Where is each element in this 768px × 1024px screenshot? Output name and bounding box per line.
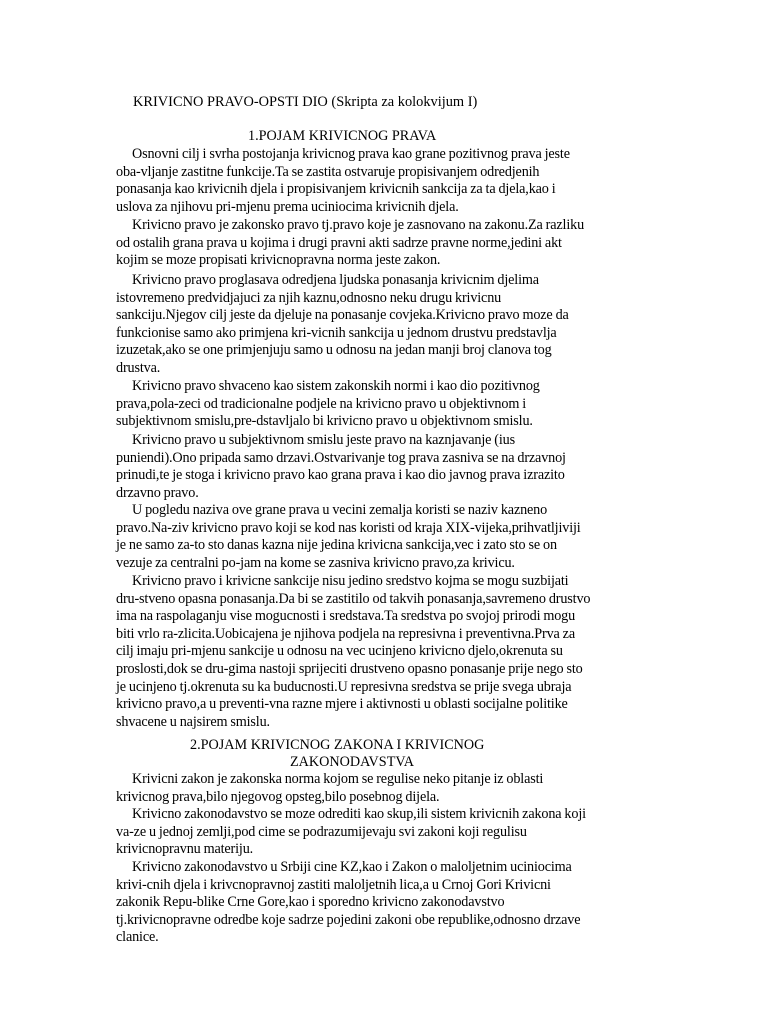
paragraph-line: krivicnog prava,bilo njegovog opsteg,bilo posebnog dijela. xyxy=(116,788,440,805)
paragraph-line: je ne samo za-to sto danas kazna nije jedina krivicna sankcija,vec i zato sto se on xyxy=(116,537,557,554)
paragraph-7 xyxy=(116,573,656,731)
paragraph-10 xyxy=(116,859,656,947)
paragraph-line: funkcionise samo ako primjena kri-vicnih sankcija u jednom drustvu predstavlja xyxy=(116,324,557,341)
section-heading-2-line-2: ZAKONODAVSTVA xyxy=(290,754,415,770)
paragraph-line: vezuje za centralni po-jam na kome se zasniva krivicno pravo,za krivicu. xyxy=(116,554,515,571)
paragraph-line: shvacene u najsirem smislu. xyxy=(116,713,270,730)
paragraph-line: oba-vljanje zastitne funkcije.Ta se zastita ostvaruje propisivanjem odredjenih xyxy=(116,163,540,180)
paragraph-line: zakonik Repu-blike Crne Gore,kao i sporedno krivicno zakonodavstvo xyxy=(116,894,505,911)
paragraph-line: izuzetak,ako se one primjenjuju samo u odnosu na jedan manji broj clanova tog xyxy=(116,342,552,359)
paragraph-2 xyxy=(116,217,656,270)
paragraph-line: va-ze u jednoj zemlji,pod cime se podrazumijevaju svi zakoni koji regulisu xyxy=(116,823,527,840)
paragraph-line: Krivicno pravo je zakonsko pravo tj.pravo koje je zasnovano na zakonu.Za razliku xyxy=(132,217,585,233)
section-heading-2-line-1: 2.POJAM KRIVICNOG ZAKONA I KRIVICNOG xyxy=(190,737,485,753)
paragraph-line: subjektivnom smislu,pre-dstavljalo bi krivicno pravo u objektivnom smislu. xyxy=(116,413,533,430)
paragraph-line: puniendi).Ono pripada samo drzavi.Ostvarivanje tog prava zasniva se na drzavnoj xyxy=(116,449,566,466)
paragraph-line: sankciju.Njegov cilj jeste da djeluje na ponasanje covjeka.Krivicno pravo moze da xyxy=(116,307,569,324)
section-heading-1: 1.POJAM KRIVICNOG PRAVA xyxy=(248,128,437,144)
paragraph-line: istovremeno predvidjajuci za njih kaznu,odnosno neku drugu krivicnu xyxy=(116,289,502,306)
paragraph-line: pravo.Na-ziv krivicno pravo koji se kod nas koristi od kraja XIX-vijeka,prihvatljiviji xyxy=(116,519,581,536)
paragraph-line: Krivicno pravo proglasava odredjena ljudska ponasanja krivicnim djelima xyxy=(132,272,539,288)
paragraph-5 xyxy=(116,432,656,502)
paragraph-line: Krivicni zakon je zakonska norma kojom se regulise neko pitanje iz oblasti xyxy=(132,771,544,787)
paragraph-line: prava,pola-zeci od tradicionalne podjele na krivicno pravo u objektivnom i xyxy=(116,395,526,412)
paragraph-line: cilj imaju pri-mjenu sankcije u odnosu na vec ucinjeno krivicno djelo,okrenuta su xyxy=(116,643,563,660)
paragraph-line: ima na raspolaganju vise mogucnosti i sredstava.Ta sredstva po svojoj prirodi mogu xyxy=(116,608,576,625)
paragraph-8 xyxy=(116,771,656,806)
paragraph-line: drustva. xyxy=(116,359,161,376)
paragraph-line: krivicno pravo,a u preventi-vna razne mjere i aktivnosti u oblasti socijalne politike xyxy=(116,696,568,713)
paragraph-line: Osnovni cilj i svrha postojanja krivicnog prava kao grane pozitivnog prava jeste xyxy=(132,146,570,162)
paragraph-line: proslosti,dok se dru-gima nastoji sprijeciti drustveno opasno ponasanje prije nego sto xyxy=(116,660,583,677)
paragraph-9 xyxy=(116,806,656,859)
paragraph-line: je ucinjeno tj.okrenuta su ka buducnosti.U represivna sredstva se prije svega ubraja xyxy=(116,678,572,695)
paragraph-line: drzavno pravo. xyxy=(116,484,199,501)
paragraph-line: Krivicno pravo u subjektivnom smislu jeste pravo na kaznjavanje (ius xyxy=(132,432,515,448)
paragraph-line: uslova za njihovu pri-mjenu prema uciniocima krivicnih djela. xyxy=(116,198,459,215)
paragraph-line: krivicnopravnu materiju. xyxy=(116,841,254,858)
paragraph-line: Krivicno pravo shvaceno kao sistem zakonskih normi i kao dio pozitivnog xyxy=(132,378,540,394)
paragraph-line: Krivicno zakonodavstvo se moze odrediti kao skup,ili sistem krivicnih zakona koji xyxy=(132,806,586,822)
paragraph-line: U pogledu naziva ove grane prava u vecini zemalja koristi se naziv kazneno xyxy=(132,502,548,518)
paragraph-line: biti vrlo ra-zlicita.Uobicajena je njihova podjela na represivna i preventivna.Prva za xyxy=(116,625,575,642)
paragraph-4 xyxy=(116,378,656,431)
paragraph-line: od ostalih grana prava u kojima i drugi pravni akti sadrze pravne norme,jedini akt xyxy=(116,234,562,251)
paragraph-line: krivi-cnih djela i krivcnopravnoj zastiti maloljetnih lica,a u Crnoj Gori Krivicni xyxy=(116,876,551,893)
paragraph-line: tj.krivicnopravne odredbe koje sadrze pojedini zakoni obe republike,odnosno drzave xyxy=(116,911,581,928)
paragraph-3 xyxy=(116,272,656,378)
paragraph-line: Krivicno pravo i krivicne sankcije nisu jedino sredstvo kojma se mogu suzbijati xyxy=(132,573,569,589)
paragraph-line: prinudi,te je stoga i krivicno pravo kao grana prava i kao dio javnog prava izrazito xyxy=(116,467,565,484)
paragraph-6 xyxy=(116,502,656,572)
paragraph-line: clanice. xyxy=(116,929,159,946)
paragraph-line: Krivicno zakonodavstvo u Srbiji cine KZ,kao i Zakon o maloljetnim uciniocima xyxy=(132,859,572,875)
paragraph-line: ponasanja kao krivicnih djela i propisivanjem krivicnih sankcija za ta djela,kao i xyxy=(116,181,556,198)
paragraph-line: kojim se moze propisati krivicnopravna norma jeste zakon. xyxy=(116,252,441,269)
document-title: KRIVICNO PRAVO-OPSTI DIO (Skripta za kolokvijum I) xyxy=(133,94,478,110)
paragraph-1 xyxy=(116,146,656,216)
paragraph-line: dru-stveno opasna ponasanja.Da bi se zastitilo od takvih ponasanja,savremeno drustvo xyxy=(116,590,591,607)
